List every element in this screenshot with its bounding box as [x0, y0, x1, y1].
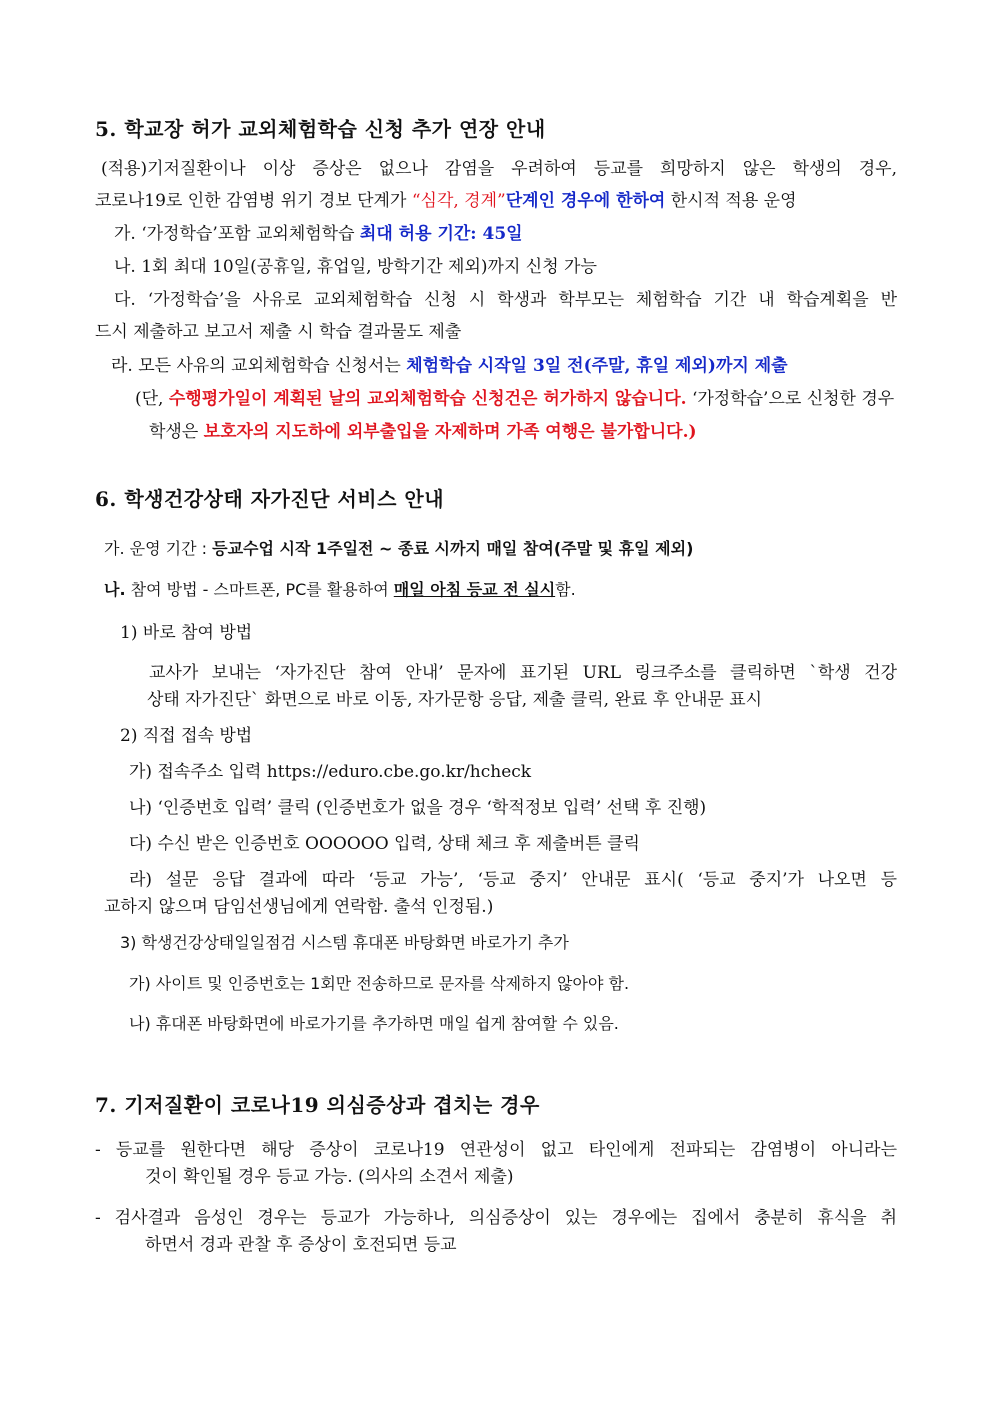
- section-6-title: 6. 학생건강상태 자가진단 서비스 안내: [95, 487, 445, 511]
- s6-method2-da: 다) 수신 받은 인증번호 OOOOOO 입력, 상태 체크 후 제출버튼 클릭: [129, 834, 640, 854]
- s6-method2-ra-line2: 교하지 않으며 담임선생님에게 연락함. 출석 인정됨.): [104, 897, 494, 917]
- s5-max-period: 최대 허용 기간: 45일: [359, 224, 523, 244]
- s6-daily-check: 매일 아침 등교 전 실시: [393, 580, 556, 599]
- s6-period: 등교수업 시작 1주일전 ~ 종료 시까지 매일 참여(주말 및 휴일 제외): [212, 539, 694, 558]
- s5-alert-level: 심각, 경계: [420, 191, 498, 211]
- s5-item-da-line1: 다. ‘가정학습’을 사유로 교외체험학습 신청 시 학생과 학부모는 체험학습 기간 내 학습계획을 반: [114, 290, 897, 310]
- s6-method2-title: 2) 직접 접속 방법: [120, 726, 253, 746]
- s6-method3-ga: 가) 사이트 및 인증번호는 1회만 전송하므로 문자를 삭제하지 않아야 함.: [129, 974, 630, 993]
- s7-bullet1-line2: 것이 확인될 경우 등교 가능. (의사의 소견서 제출): [145, 1167, 514, 1187]
- s5-condition: 단계인 경우에 한하여: [505, 191, 666, 211]
- s5-item-na: 나. 1회 최대 10일(공휴일, 휴업일, 방학기간 제외)까지 신청 가능: [114, 257, 597, 277]
- s7-bullet2-line2: 하면서 경과 관찰 후 증상이 호전되면 등교: [145, 1235, 457, 1255]
- s5-note-warning: 수행평가일이 계획된 날의 교외체험학습 신청건은 허가하지 않습니다.: [168, 389, 687, 409]
- s5-note-line1: (단, 수행평가일이 계획된 날의 교외체험학습 신청건은 허가하지 않습니다. ‘가정학습’으로 신청한 경우: [135, 389, 895, 409]
- s6-item-ga: 가. 운영 기간 : 등교수업 시작 1주일전 ~ 종료 시까지 매일 참여(주말 및 휴일 제외): [104, 539, 694, 558]
- s5-item-da-line2: 드시 제출하고 보고서 제출 시 학습 결과물도 제출: [95, 322, 462, 342]
- s5-item-ga: 가. ‘가정학습’포함 교외체험학습 최대 허용 기간: 45일: [114, 224, 523, 244]
- s6-item-na: 나. 참여 방법 - 스마트폰, PC를 활용하여 매일 아침 등교 전 실시함.: [104, 580, 576, 599]
- s6-method3-title: 3) 학생건강상태일일점검 시스템 휴대폰 바탕화면 바로가기 추가: [120, 933, 569, 952]
- s5-item-ra: 라. 모든 사유의 교외체험학습 신청서는 체험학습 시작일 3일 전(주말, 휴일 제외)까지 제출: [111, 356, 788, 376]
- s6-method2-ra-line1: 라) 설문 응답 결과에 따라 ‘등교 가능’, ‘등교 중지’ 안내문 표시( ‘등교 중지’가 나오면 등: [129, 870, 897, 890]
- s6-method2-na: 나) ‘인증번호 입력’ 클릭 (인증번호가 없을 경우 ‘학적정보 입력’ 선택 후 진행): [129, 798, 707, 818]
- section-5-title: 5. 학교장 허가 교외체험학습 신청 추가 연장 안내: [95, 117, 546, 141]
- s6-method1-line1: 교사가 보내는 ‘자가진단 참여 안내’ 문자에 표기된 URL 링크주소를 클릭하면 `학생 건강: [149, 663, 897, 683]
- s6-method2-ga: 가) 접속주소 입력 https://eduro.cbe.go.kr/hcheck: [129, 762, 532, 782]
- s6-method3-na: 나) 휴대폰 바탕화면에 바로가기를 추가하면 매일 쉽게 참여할 수 있음.: [129, 1014, 619, 1033]
- section-7-title: 7. 기저질환이 코로나19 의심증상과 겹치는 경우: [95, 1093, 540, 1117]
- s5-intro-line2: 코로나19로 인한 감염병 위기 경보 단계가 “심각, 경계”단계인 경우에 한하여 한시적 적용 운영: [95, 191, 797, 211]
- s5-deadline: 체험학습 시작일 3일 전(주말, 휴일 제외)까지 제출: [406, 356, 788, 376]
- s5-note-restriction: 보호자의 지도하에 외부출입을 자제하며 가족 여행은 불가합니다.): [203, 422, 697, 442]
- s5-intro-line1: (적용)기저질환이나 이상 증상은 없으나 감염을 우려하여 등교를 희망하지 않은 학생의 경우,: [101, 159, 897, 179]
- s7-bullet1-line1: - 등교를 원한다면 해당 증상이 코로나19 연관성이 없고 타인에게 전파되는 감염병이 아니라는: [95, 1140, 897, 1160]
- s5-note-line2: 학생은 보호자의 지도하에 외부출입을 자제하며 가족 여행은 불가합니다.): [149, 422, 697, 442]
- s6-method1-title: 1) 바로 참여 방법: [120, 623, 253, 643]
- s7-bullet2-line1: - 검사결과 음성인 경우는 등교가 가능하나, 의심증상이 있는 경우에는 집에서 충분히 휴식을 취: [95, 1208, 897, 1228]
- s6-method1-line2: 상태 자가진단` 화면으로 바로 이동, 자가문항 응답, 제출 클릭, 완료 후 안내문 표시: [147, 690, 763, 710]
